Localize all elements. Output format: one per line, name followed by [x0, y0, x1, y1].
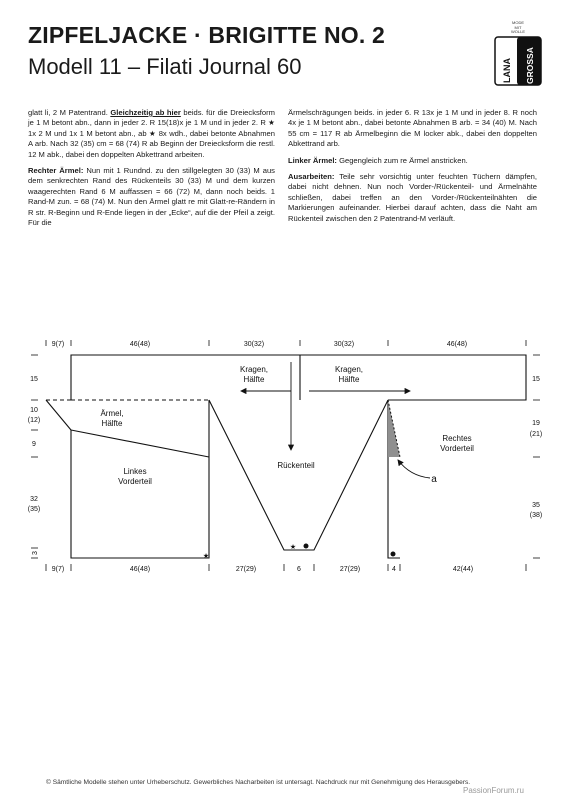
right-measure-front-alt: (21) [529, 431, 543, 438]
bottom-measure-4: 6 [297, 566, 301, 573]
left-ruler [31, 355, 38, 558]
paragraph-finishing: Ausarbeiten: Teile sehr vorsichtig unter feuchten Tüchern dämpfen, dabei nicht dehnen. Nun noch Vorder-/Rückenteil- und Ärmelnähte schließen, dabei treffen an den Vorder-/Rückenteilnähten die Markierungen aufeinander. Hierbei darauf achten, dass die Naht am Rückenteil zwischen den 2 Patentrand-M verläuft. [288, 172, 537, 223]
left-measure-body-alt: (35) [28, 506, 41, 513]
label-left-front-1: Linkes [123, 467, 147, 476]
paragraph-instructions: glatt li, 2 M Patentrand. Gleichzeitig ab hier beids. für die Dreiecksform je 1 M betont abn., dann in jeder 2. R 15(18)x je 1 M und in jeder 2. R ★ 1x 2 M und 1x 1 M betont abn., ab ★ 8x wdh., dabei betonte Abnahmen A arb. Nach 32 (35) cm = 68 (74) R ab Beginn der Dreiecksform die restl. 12 M abk., dabei den doppelten Abkettrand arbeiten. [28, 108, 275, 159]
logo-text-grossa: GROSSA [525, 46, 535, 84]
left-measure-sleeve: 10 [30, 407, 38, 414]
label-left-front-2: Vorderteil [118, 477, 152, 486]
right-measure-collar: 15 [532, 376, 540, 383]
left-measure-collar: 15 [30, 376, 38, 383]
top-measure-1: 9(7) [51, 341, 65, 348]
logo-tagline: MODE MIT WOLLE [510, 20, 525, 35]
bottom-measure-3: 27(29) [235, 566, 257, 573]
page-subtitle: Modell 11 – Filati Journal 60 [28, 54, 302, 79]
garment-outline [71, 355, 526, 558]
left-measure-shoulder: 9 [32, 441, 36, 448]
left-measure-hem: 3 [32, 551, 39, 555]
label-collar-right-2: Hälfte [338, 375, 360, 384]
right-measure-body-alt: (38) [529, 512, 543, 519]
left-measure-body: 32 [30, 496, 38, 503]
logo-mark [493, 35, 543, 89]
bottom-measure-7: 42(44) [452, 566, 474, 573]
arrow-a [398, 460, 430, 478]
text-column-left [28, 108, 275, 234]
bottom-measure-6: 4 [392, 566, 396, 573]
label-right-front-1: Rechtes [442, 434, 472, 443]
bottom-measure-5: 27(29) [339, 566, 361, 573]
paragraph-right-sleeve: Rechter Ärmel: Nun mit 1 Rundnd. zu den stillgelegten 30 (33) M aus dem senkrechten Rand des Rückenteils 30 (33) M und dem kurzen waagerechten Rand 6 M auffassen = 66 (72) M, dann noch beids. 1 Rand-M zun. = 68 (74) M. Nun den Ärmel glatt re mit Glatt-re-Rändern in R str. R-Beginn und R-Ende liegen in der „Ecke“, auf die der Pfeil a zeigt. Für die [28, 166, 275, 228]
top-measure-5: 46(48) [446, 341, 468, 348]
watermark: PassionForum.ru [463, 786, 524, 795]
brand-logo [493, 21, 543, 91]
logo-text-lana: LANA [502, 57, 512, 83]
top-measure-2: 46(48) [129, 341, 151, 348]
copyright-footer: © Sämtliche Modelle stehen unter Urheberschutz. Gewerbliches Nacharbeiten ist untersagt. Nachdruck nur mit Genehmigung des Herausgebers. [46, 779, 471, 786]
pattern-schematic [28, 330, 548, 580]
right-measure-front: 19 [532, 420, 540, 427]
star-marker-back: ★ [289, 544, 297, 551]
label-collar-left-2: Hälfte [243, 375, 265, 384]
label-back: Rückenteil [277, 461, 315, 470]
page-title: ZIPFELJACKE · BRIGITTE NO. 2 [28, 22, 386, 48]
top-measure-3: 30(32) [243, 341, 265, 348]
left-measure-sleeve-alt: (12) [28, 417, 41, 424]
star-marker-left: ★ [202, 553, 210, 560]
dot-marker-front [391, 552, 396, 557]
bottom-measure-2: 46(48) [129, 566, 151, 573]
text-column-right [288, 108, 537, 230]
right-measure-body: 35 [532, 502, 540, 509]
label-collar-right-1: Kragen, [334, 365, 364, 374]
right-ruler [533, 355, 540, 558]
label-sleeve-2: Hälfte [101, 419, 123, 428]
label-collar-left-1: Kragen, [239, 365, 269, 374]
bottom-measure-1: 9(7) [51, 566, 65, 573]
paragraph-left-sleeve: Linker Ärmel: Gegengleich zum re Ärmel anstricken. [288, 155, 468, 165]
dot-marker-back [304, 544, 309, 549]
marker-a: a [431, 474, 437, 485]
top-measure-4: 30(32) [333, 341, 355, 348]
label-sleeve-1: Ärmel, [100, 409, 124, 418]
label-right-front-2: Vorderteil [440, 444, 474, 453]
paragraph-sleeve-shaping: Ärmelschrägungen beids. in jeder 6. R 13x je 1 M und in jeder 8. R noch 4x je 1 M betont abn., dabei betonte Abnahmen B arb. = 34 (40) M. Nach 55 cm = 117 R ab Ärmelbeginn die M locker abk., dabei den doppelten Abkettrand arb. [288, 108, 537, 149]
